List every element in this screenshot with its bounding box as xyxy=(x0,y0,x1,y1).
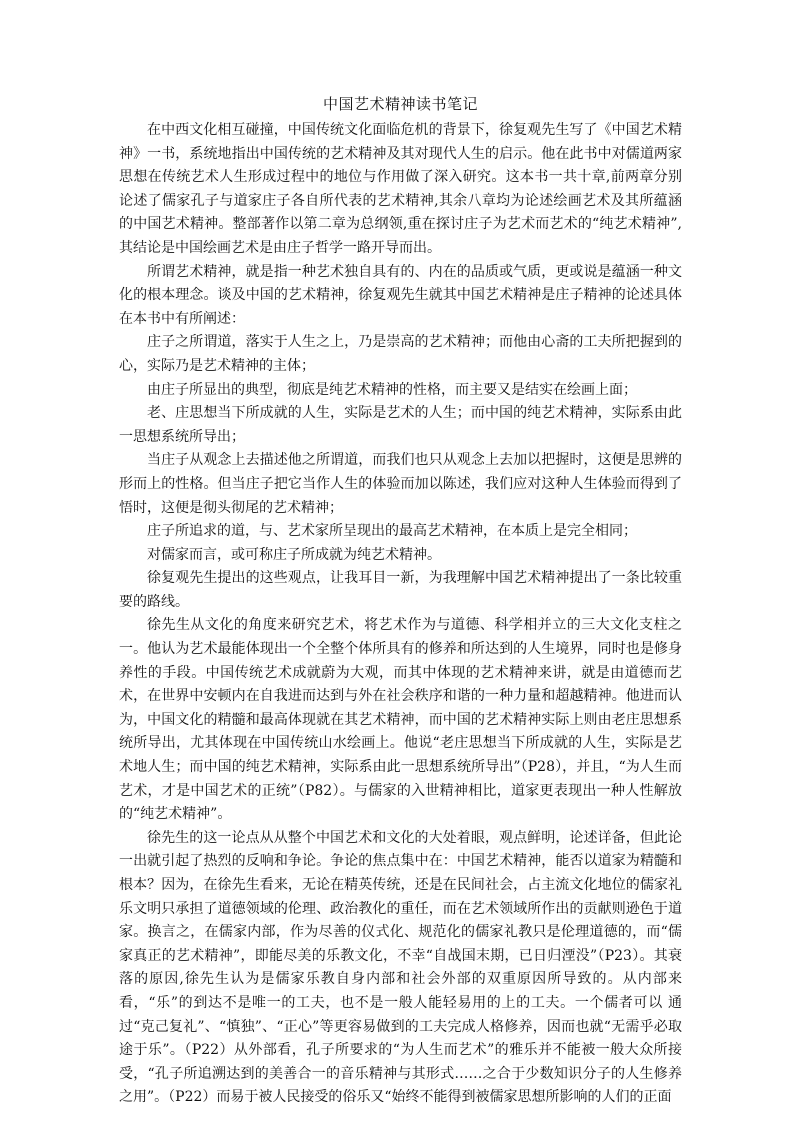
paragraph-definition: 所谓艺术精神，就是指一种艺术独自具有的、内在的品质或气质，更或说是蕴涵一种文化的根本理念。谈及中国的艺术精神，徐复观先生就其中国艺术精神是庄子精神的论述具体在本书中有所阐述： xyxy=(119,263,682,327)
paragraph-analysis: 徐先生从文化的角度来研究艺术，将艺术作为与道德、科学相并立的三大文化支柱之一。他认为艺术最能体现出一个全整个体所具有的修养和所达到的人生境界，同时也是修身养性的手段。中国传统艺术成就蔚为大观，而其中体现的艺术精神来讲，就是由道德而艺术，在世界中安顿内在自我进而达到与外在社会秩序和谐的一种力量和超越精神。他进而认为，中国文化的精髓和最高体现就在其艺术精神，而中国的艺术精神实际上则由老庄思想系统所导出，尤其体现在中国传统山水绘画上。他说“老庄思想当下所成就的人生，实际是艺术地人生；而中国的纯艺术精神，实际系由此一思想系统所导出”（P28），并且，“为人生而艺术，才是中国艺术的正统”（P82）。与儒家的入世精神相比，道家更表现出一种人性解放的“纯艺术精神”。 xyxy=(119,617,682,823)
quote-item: 庄子所追求的道，与、艺术家所呈现出的最高艺术精神，在本质上是完全相同； xyxy=(147,523,637,540)
quote-item: 当庄子从观念上去描述他之所谓道，而我们也只从观念上去加以把握时，这便是思辨的形而上的性格。但当庄子把它当作人生的体验而加以陈述，我们应对这种人生体验而得到了悟时，这便是彻头彻尾的艺术精神； xyxy=(119,452,682,516)
quote-item: 对儒家而言，或可称庄子所成就为纯艺术精神。 xyxy=(147,546,441,563)
paragraph-debate: 徐先生的这一论点从从整个中国艺术和文化的大处着眼，观点鲜明，论述详备，但此论一出就引起了热烈的反响和争论。争论的焦点集中在：中国艺术精神，能否以道家为精髓和根本？因为，在徐先生看来，无论在精英传统，还是在民间社会，占主流文化地位的儒家礼乐文明只承担了道德领域的伦理、政治教化的重任，而在艺术领域所作出的贡献则逊色于道家。换言之，在儒家内部，作为尽善的仪式化、规范化的儒家礼教只是伦理道德的，而“儒家真正的艺术精神”，即能尽美的乐教文化，不幸“自战国末期，已日归湮没”（P23）。其衰落的原因,徐先生认为是儒家乐教自身内部和社会外部的双重原因所导致的。从内部来看，“乐”的到达不是唯一的工夫，也不是一般人能轻易用的上的工夫。一个儒者可以 通过“克己复礼”、“慎独”、“正心”等更容易做到的工夫完成人格修养，因而也就“无需乎必取途于乐”。（P22）从外部看，孔子所要求的“为人生而艺术”的雅乐并不能被一般大众所接受，“孔子所追溯达到的美善合一的音乐精神与其形式……之合于少数知识分子的人生修养之用”。（P22）而易于被人民接受的俗乐又“始终不能得到被儒家思想所影响的人们的正面 xyxy=(119,829,682,1106)
quote-item: 老、庄思想当下所成就的人生，实际是艺术的人生；而中国的纯艺术精神，实际系由此一思想系统所导出； xyxy=(119,405,682,445)
quote-item: 由庄子所显出的典型，彻底是纯艺术精神的性格，而主要又是结实在绘画上面； xyxy=(147,381,637,398)
paragraph-intro: 在中西文化相互碰撞，中国传统文化面临危机的背景下，徐复观先生写了《中国艺术精神》一书，系统地指出中国传统的艺术精神及其对现代人生的启示。他在此书中对儒道两家思想在传统艺术人生形成过程中的地位与作用做了深入研究。这本书一共十章,前两章分别论述了儒家孔子与道家庄子各自所代表的艺术精神,其余八章均为论述绘画艺术及其所蕴涵的中国艺术精神。整部著作以第二章为总纲领,重在探讨庄子为艺术而艺术的“纯艺术精神”,其结论是中国绘画艺术是由庄子哲学一路开导而出。 xyxy=(119,122,682,256)
paragraph-reflection: 徐复观先生提出的这些观点，让我耳目一新，为我理解中国艺术精神提出了一条比较重要的路线。 xyxy=(119,570,682,610)
quote-item: 庄子之所谓道，落实于人生之上，乃是崇高的艺术精神；而他由心斋的工夫所把握到的心，实际乃是艺术精神的主体； xyxy=(119,334,682,374)
document-title: 中国艺术精神读书笔记 xyxy=(322,95,478,113)
document-page xyxy=(119,92,682,1110)
